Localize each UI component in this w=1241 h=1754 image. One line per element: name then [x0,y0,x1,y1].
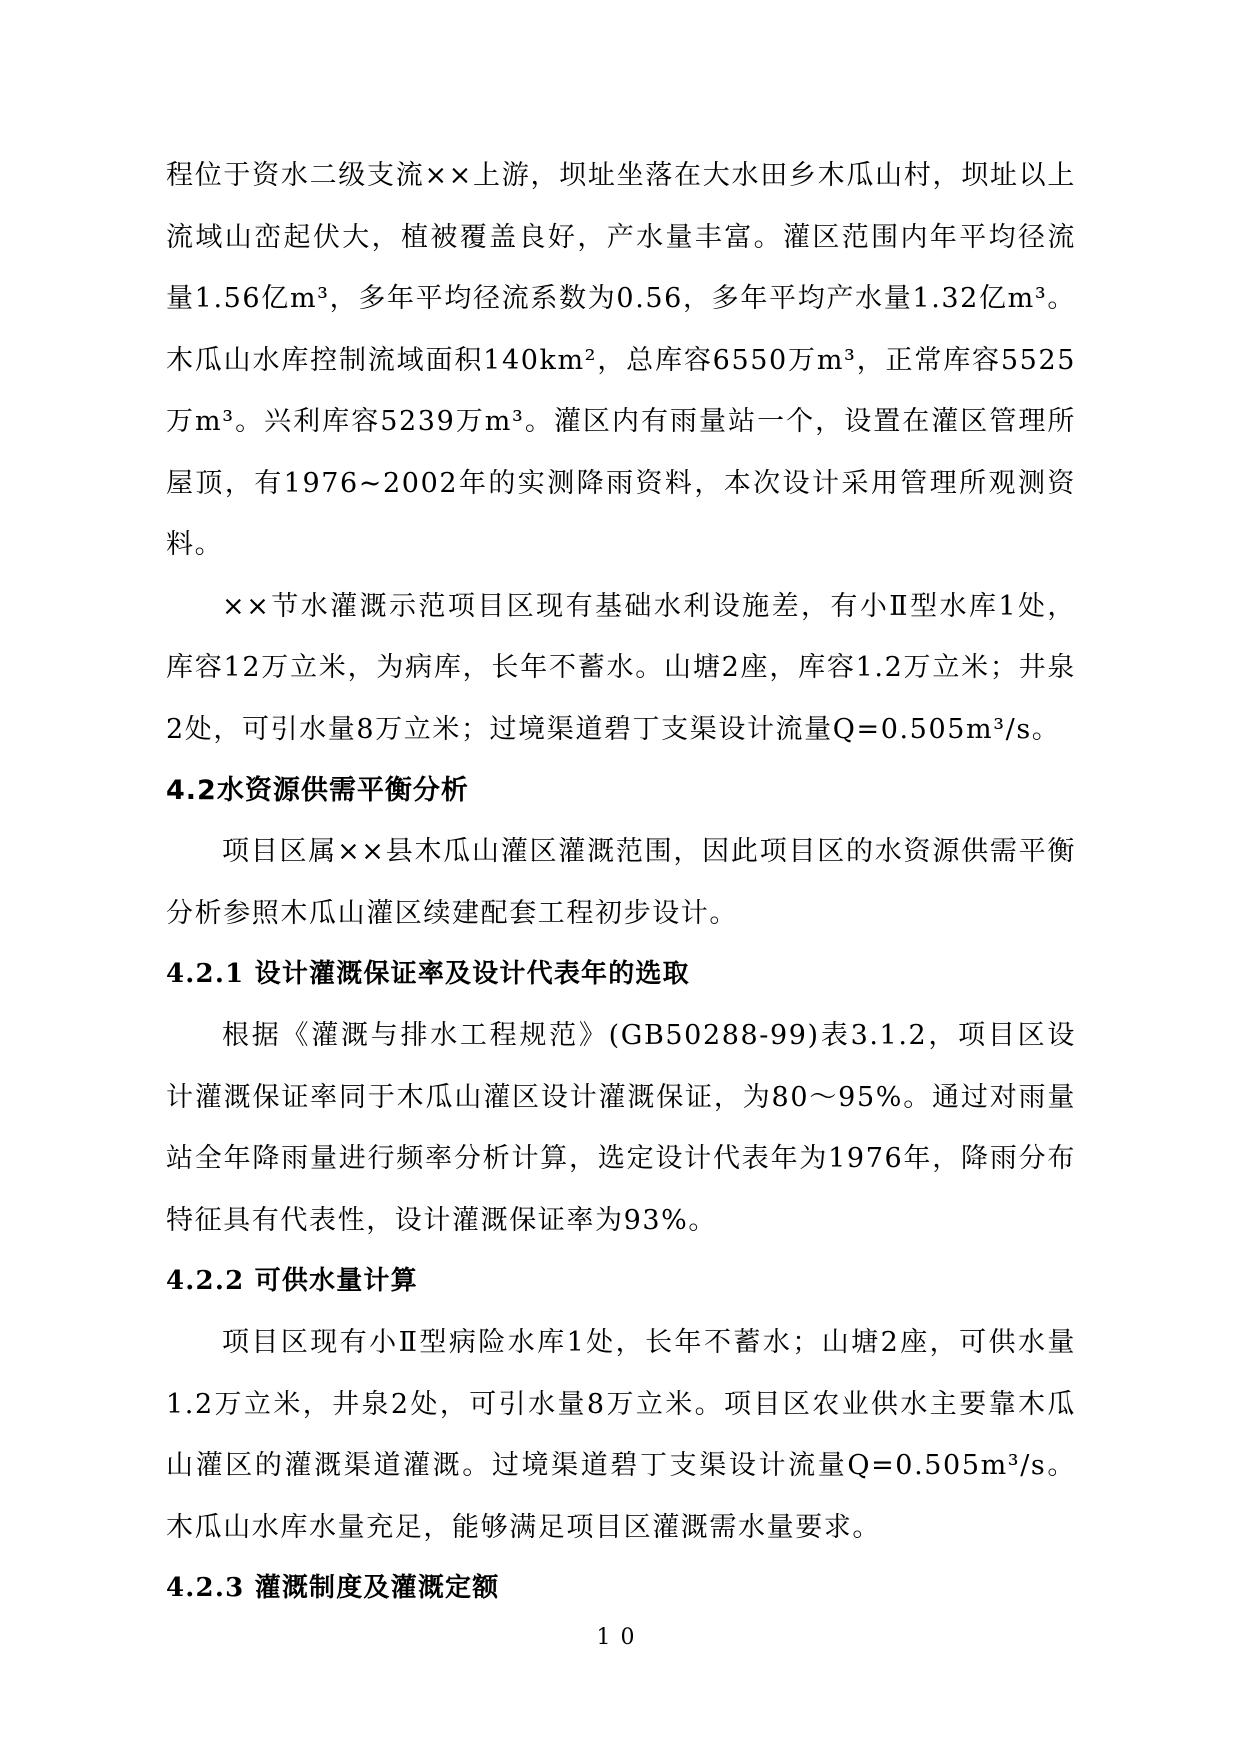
document-body [166,145,1076,1619]
section-heading-4-2-3: 4.2.3 灌溉制度及灌溉定额 [166,1573,500,1603]
paragraph-existing-facilities: ××节水灌溉示范项目区现有基础水利设施差，有小Ⅱ型水库1处，库容12万立米，为病库，长年不蓄水。山塘2座，库容1.2万立米；井泉2处，可引水量8万立米；过境渠道碧丁支渠设计流量Q=0.505m³/s。 [166,590,1076,745]
page-number: 10 [596,1625,645,1650]
section-heading-4-2-2: 4.2.2 可供水量计算 [166,1266,418,1296]
paragraph-hydrology: 程位于资水二级支流××上游，坝址坐落在大水田乡木瓜山村，坝址以上流域山峦起伏大，植被覆盖良好，产水量丰富。灌区范围内年平均径流量1.56亿m³，多年平均径流系数为0.56，多年平均产水量1.32亿m³。木瓜山水库控制流域面积140km²，总库容6550万m³，正常库容5525万m³。兴利库容5239万m³。灌区内有雨量站一个，设置在灌区管理所屋顶，有1976~2002年的实测降雨资料，本次设计采用管理所观测资料。 [166,160,1076,560]
section-heading-4-2-1: 4.2.1 设计灌溉保证率及设计代表年的选取 [166,959,690,989]
paragraph-4-2-1: 根据《灌溉与排水工程规范》(GB50288-99)表3.1.2，项目区设计灌溉保证率同于木瓜山灌区设计灌溉保证，为80～95%。通过对雨量站全年降雨量进行频率分析计算，选定设计代表年为1976年，降雨分布特征具有代表性，设计灌溉保证率为93%。 [166,1020,1076,1236]
section-heading-4-2: 4.2水资源供需平衡分析 [166,775,469,806]
paragraph-4-2-intro: 项目区属××县木瓜山灌区灌溉范围，因此项目区的水资源供需平衡分析参照木瓜山灌区续建配套工程初步设计。 [166,836,1076,929]
paragraph-4-2-2: 项目区现有小Ⅱ型病险水库1处，长年不蓄水；山塘2座，可供水量1.2万立米，井泉2处，可引水量8万立米。项目区农业供水主要靠木瓜山灌区的灌溉渠道灌溉。过境渠道碧丁支渠设计流量Q=0.505m³/s。木瓜山水库水量充足，能够满足项目区灌溉需水量要求。 [166,1327,1076,1543]
